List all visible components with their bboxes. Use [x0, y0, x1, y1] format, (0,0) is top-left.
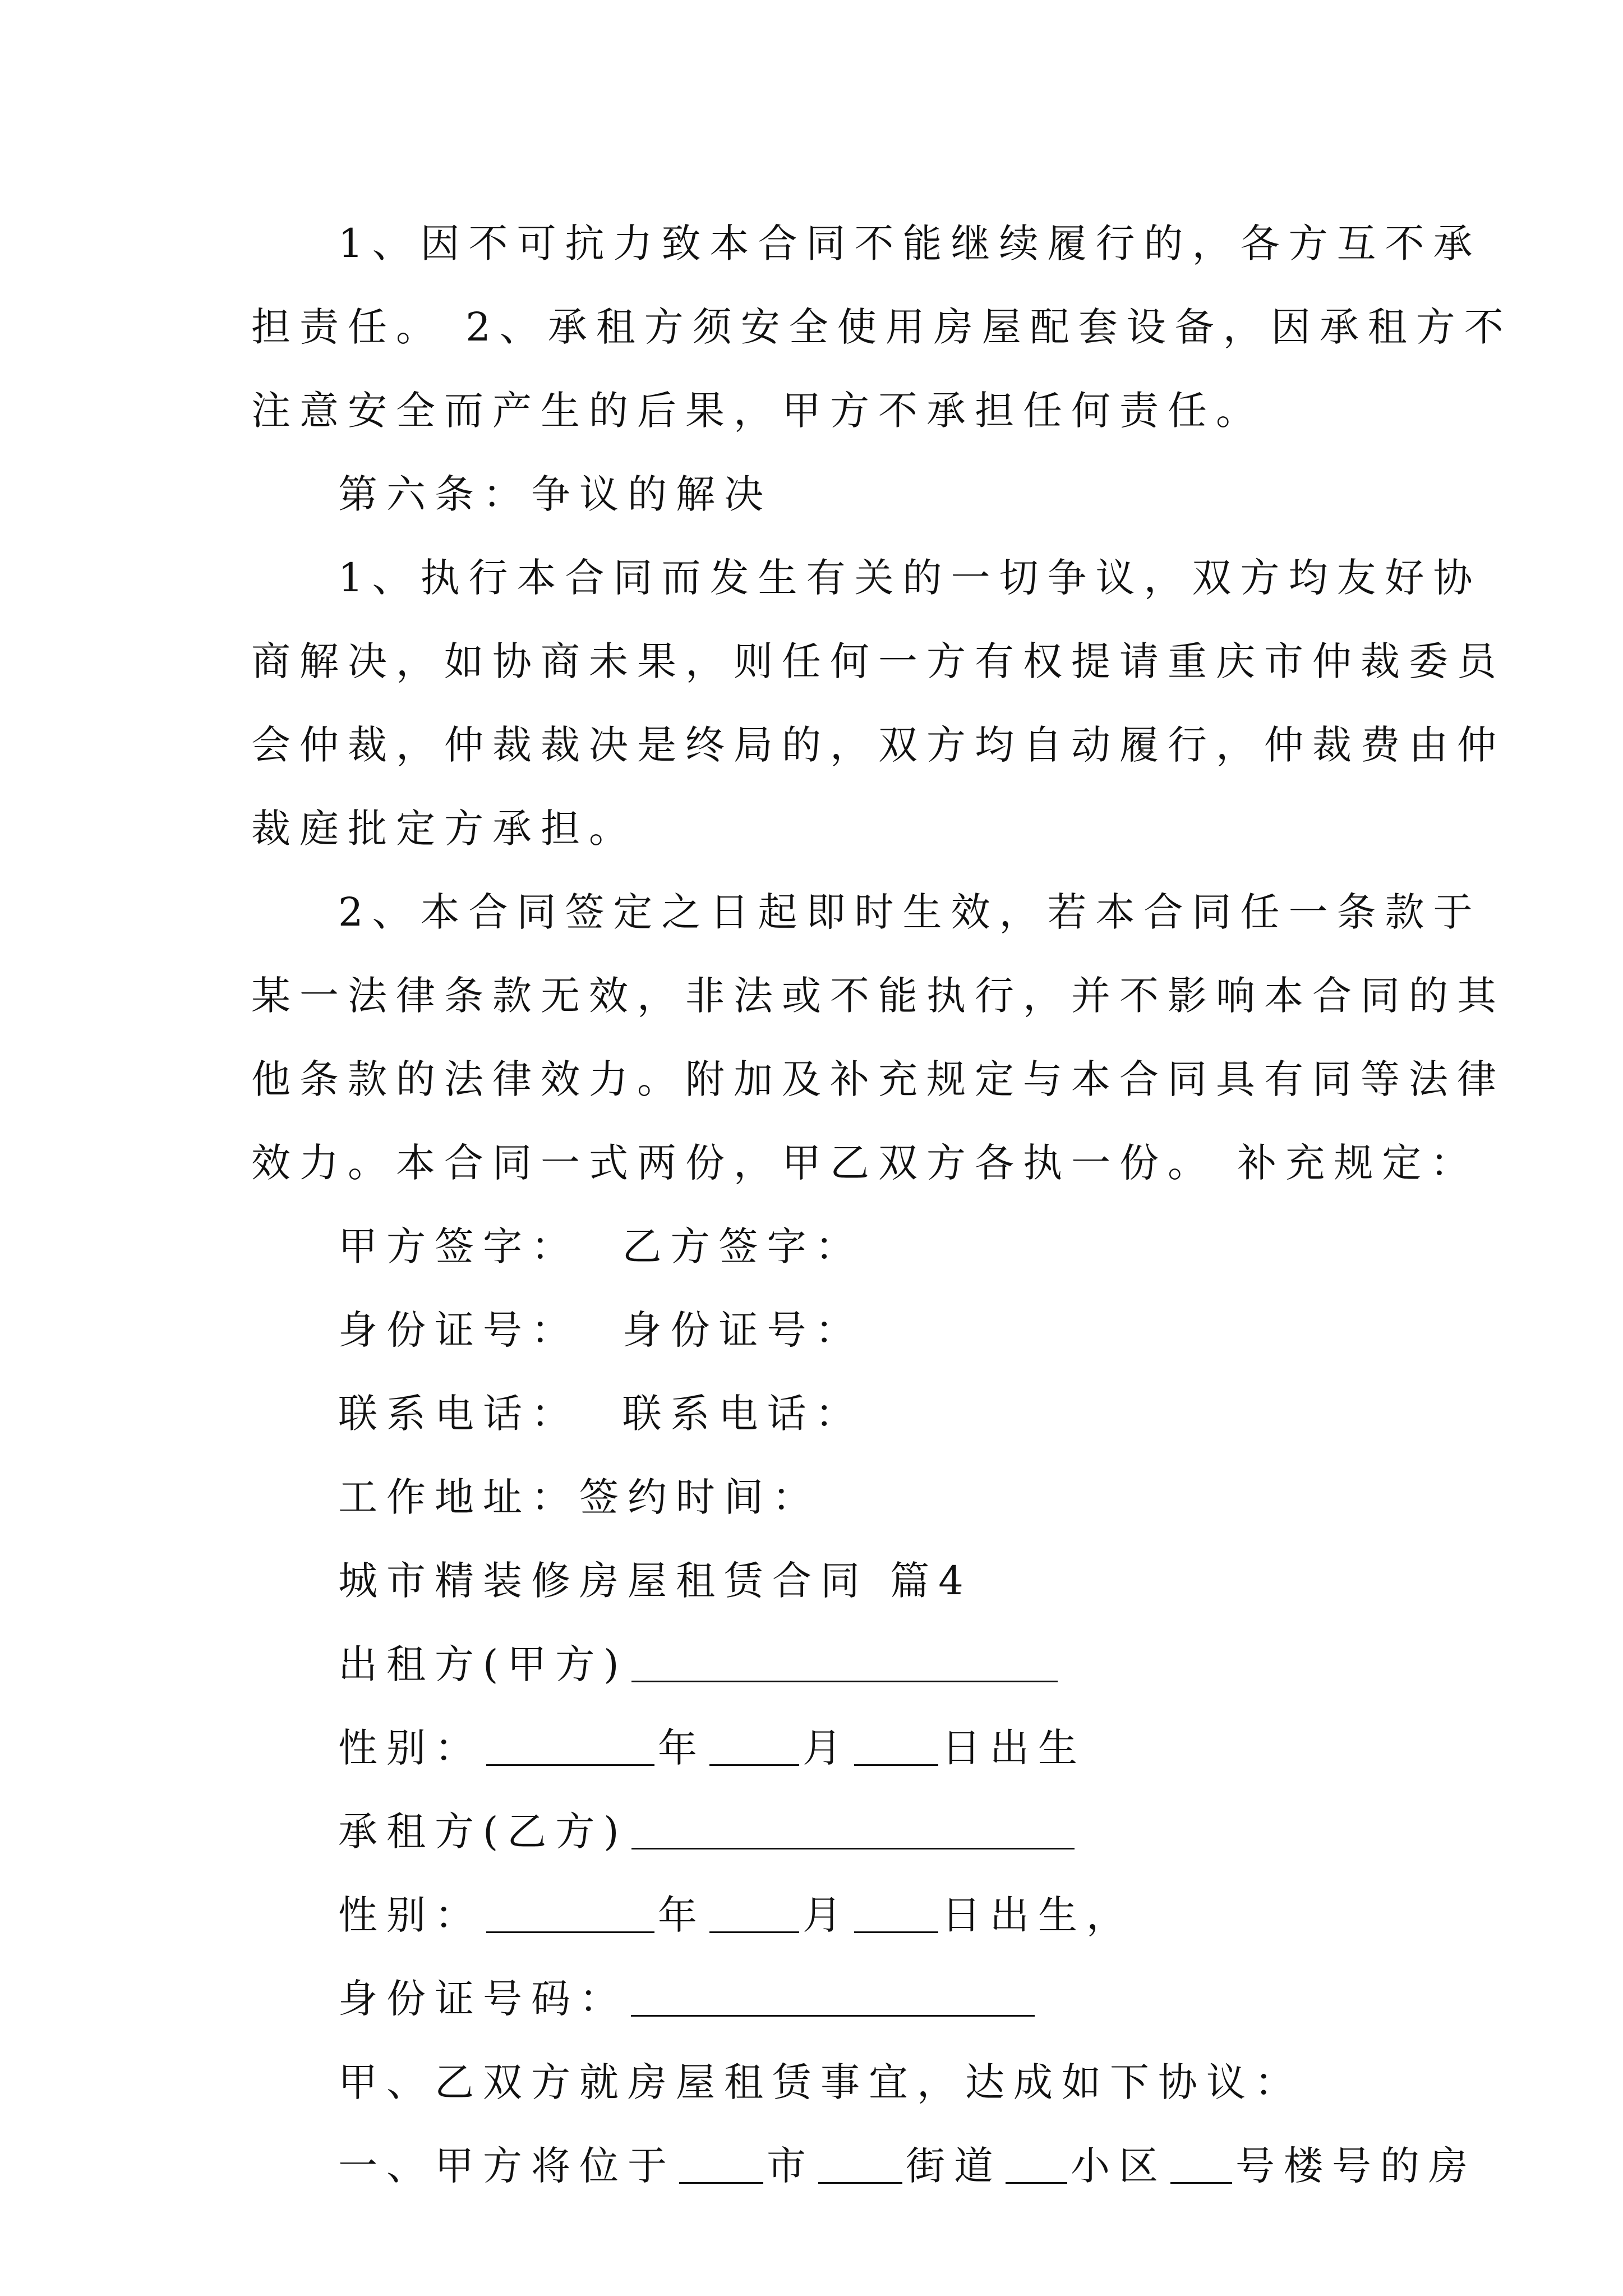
text-line: 1、因不可抗力致本合同不能继续履行的，各方互不承	[338, 220, 1482, 266]
text-line: 2、本合同签定之日起即时生效，若本合同任一条款于	[338, 889, 1482, 935]
lessee-label: 承租方(乙方)	[338, 1809, 628, 1855]
gender-blank	[486, 1892, 654, 1933]
text-line: 商解决，如协商未果，则任何一方有权提请重庆市仲裁委员	[251, 638, 1505, 684]
city-label: 市	[767, 2143, 815, 2189]
agreement-intro: 甲、乙双方就房屋租赁事宜，达成如下协议：	[338, 2059, 1303, 2105]
community-label: 小区	[1071, 2143, 1167, 2189]
address-line: 工作地址：签约时间：	[338, 1474, 820, 1520]
lessor-label: 出租方(甲方)	[338, 1641, 628, 1687]
phone-line: 联系电话： 联系电话：	[338, 1391, 864, 1437]
born-label: 日出生	[942, 1725, 1086, 1771]
year-label: 年	[658, 1892, 706, 1938]
building-blank	[1170, 2143, 1232, 2184]
month-blank	[854, 1892, 938, 1933]
street-label: 街道	[906, 2143, 1002, 2189]
street-blank	[818, 2143, 902, 2184]
year-blank	[709, 1725, 799, 1766]
lessor-blank	[631, 1641, 1058, 1682]
month-label: 月	[803, 1725, 851, 1771]
month-blank	[854, 1725, 938, 1766]
clause-line	[251, 2124, 1477, 2208]
lessor-birth-line	[251, 1706, 1390, 1790]
building-label: 号楼号的房	[1235, 2143, 1477, 2189]
text-line: 1、执行本合同而发生有关的一切争议，双方均友好协	[338, 555, 1482, 601]
document-body	[251, 202, 1513, 2208]
gender-label: 性别：	[338, 1892, 483, 1938]
section-title: 城市精装修房屋租赁合同 篇4	[338, 1558, 972, 1604]
city-blank	[679, 2143, 763, 2184]
month-label: 月	[803, 1892, 851, 1938]
text-line: 某一法律条款无效，非法或不能执行，并不影响本合同的其	[251, 973, 1505, 1019]
lessee-blank	[631, 1809, 1075, 1849]
lessor-line	[251, 1623, 1390, 1706]
text-line: 效力。本合同一式两份，甲乙双方各执一份。 补充规定：	[251, 1140, 1479, 1186]
article-heading: 第六条：争议的解决	[338, 471, 772, 517]
text-line: 注意安全而产生的后果，甲方不承担任何责任。	[251, 388, 1264, 434]
id-number-blank	[631, 1976, 1035, 2017]
clause-label: 一、甲方将位于	[338, 2143, 676, 2189]
text-line: 裁庭批定方承担。	[251, 806, 637, 852]
community-blank	[1006, 2143, 1067, 2184]
text-line: 会仲裁，仲裁裁决是终局的，双方均自动履行，仲裁费由仲	[251, 722, 1505, 768]
gender-label: 性别：	[338, 1725, 483, 1771]
id-number-line	[251, 1957, 1390, 2041]
text-line: 担责任。 2、承租方须安全使用房屋配套设备，因承租方不	[251, 304, 1513, 350]
signature-line: 甲方签字： 乙方签字：	[338, 1223, 864, 1269]
year-label: 年	[658, 1725, 706, 1771]
year-blank	[709, 1892, 799, 1933]
lessee-birth-line	[251, 1874, 1390, 1957]
text-line: 他条款的法律效力。附加及补充规定与本合同具有同等法律	[251, 1056, 1505, 1102]
id-line: 身份证号： 身份证号：	[338, 1307, 864, 1353]
lessee-line	[251, 1790, 1390, 1874]
id-number-label: 身份证号码：	[338, 1976, 628, 2022]
gender-blank	[486, 1725, 654, 1766]
born-label: 日出生，	[942, 1892, 1135, 1938]
